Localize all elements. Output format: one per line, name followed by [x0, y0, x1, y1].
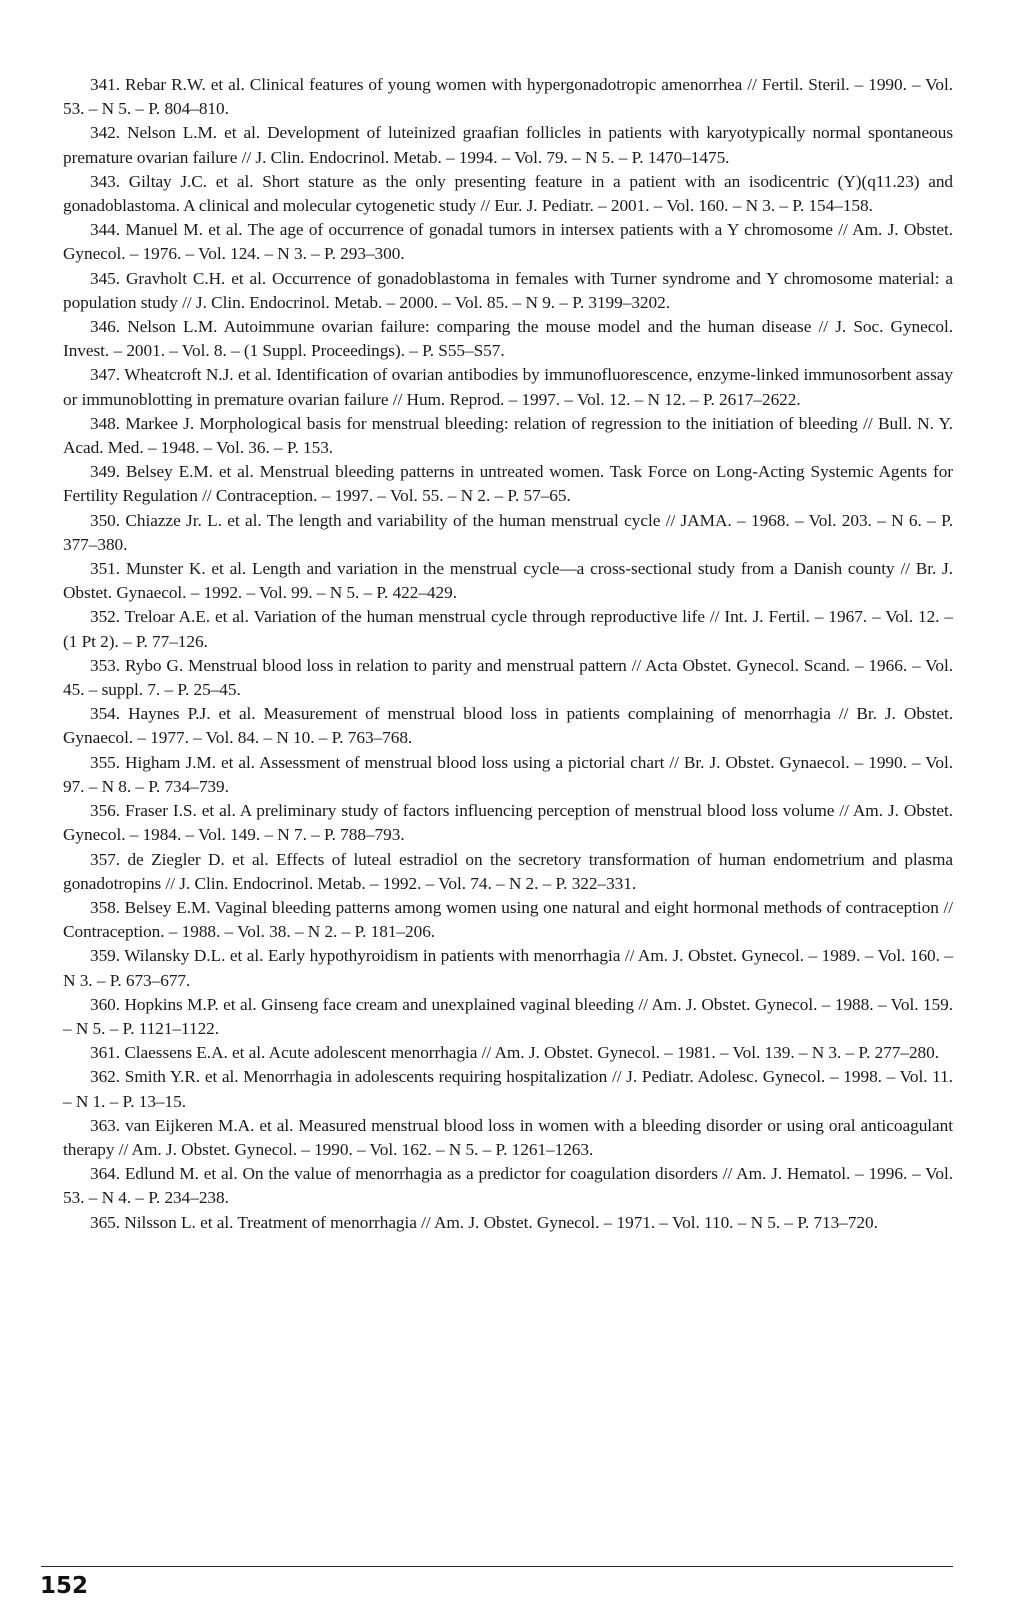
reference-359: 359. Wilansky D.L. et al. Early hypothyroidism in patients with menorrhagia // Am. J. Obstet. Gynecol. – 1989. – Vol. 160. – N 3. – P. 673–677. — [63, 946, 953, 990]
reference-356: 356. Fraser I.S. et al. A preliminary study of factors influencing perception of menstrual blood loss volume // Am. J. Obstet. Gynecol. – 1984. – Vol. 149. – N 7. – P. 788–793. — [63, 801, 953, 845]
reference-344: 344. Manuel M. et al. The age of occurrence of gonadal tumors in intersex patients with a Y chromosome // Am. J. Obstet. Gynecol. – 1976. – Vol. 124. – N 3. – P. 293–300. — [63, 220, 953, 264]
reference-343: 343. Giltay J.C. et al. Short stature as the only presenting feature in a patient with an isodicentric (Y)(q11.23) and gonadoblastoma. A clinical and molecular cytogenetic study // Eur. J. Pediatr. – 2001. – Vol. 160. – N 3. – P. 154–158. — [63, 171, 953, 216]
reference-362: 362. Smith Y.R. et al. Menorrhagia in adolescents requiring hospitalization // J. Pediatr. Adolesc. Gynecol. – 1998. – Vol. 11. – N 1. – P. 13–15. — [63, 1067, 953, 1111]
reference-355: 355. Higham J.M. et al. Assessment of menstrual blood loss using a pictorial chart // Br. J. Obstet. Gynaecol. – 1990. – Vol. 97. – N 8. – P. 734–739. — [63, 752, 953, 796]
reference-354: 354. Haynes P.J. et al. Measurement of menstrual blood loss in patients complaining of menorrhagia // Br. J. Obstet. Gynaecol. – 1977. – Vol. 84. – N 10. – P. 763–768. — [63, 704, 953, 748]
reference-349: 349. Belsey E.M. et al. Menstrual bleeding patterns in untreated women. Task Force on Long-Acting Systemic Agents for Fertility Regulation // Contraception. – 1997. – Vol. 55. – N 2. – P. 57–65. — [63, 462, 953, 506]
reference-350: 350. Chiazze Jr. L. et al. The length and variability of the human menstrual cycle // JAMA. – 1968. – Vol. 203. – N 6. – P. 377–380. — [63, 510, 953, 554]
reference-357: 357. de Ziegler D. et al. Effects of luteal estradiol on the secretory transformation of human endometrium and plasma gonadotropins // J. Clin. Endocrinol. Metab. – 1992. – Vol. 74. – N 2. – P. 322–331. — [63, 849, 953, 893]
page-number: 152 — [40, 1573, 89, 1599]
reference-342: 342. Nelson L.M. et al. Development of luteinized graafian follicles in patients with karyotypically normal spontaneous premature ovarian failure // J. Clin. Endocrinol. Metab. – 1994. – Vol. 79. – N 5. – P. 1470–1475. — [63, 123, 953, 167]
reference-list — [63, 73, 953, 1235]
reference-341: 341. Rebar R.W. et al. Clinical features of young women with hypergonadotropic amenorrhea // Fertil. Steril. – 1990. – Vol. 53. – N 5. – P. 804–810. — [63, 75, 953, 119]
reference-351: 351. Munster K. et al. Length and variation in the menstrual cycle—a cross-sectional study from a Danish county // Br. J. Obstet. Gynaecol. – 1992. – Vol. 99. – N 5. – P. 422–429. — [63, 559, 953, 603]
reference-353: 353. Rybo G. Menstrual blood loss in relation to parity and menstrual pattern // Acta Obstet. Gynecol. Scand. – 1966. – Vol. 45. – suppl. 7. – P. 25–45. — [63, 655, 953, 700]
reference-347: 347. Wheatcroft N.J. et al. Identification of ovarian antibodies by immunofluorescence, enzyme-linked immunosorbent assay or immunoblotting in premature ovarian failure // Hum. Reprod. – 1997. – Vol. 12. – N 12. – P. 2617–2622. — [63, 365, 953, 409]
reference-361: 361. Claessens E.A. et al. Acute adolescent menorrhagia // Am. J. Obstet. Gynecol. – 1981. – Vol. 139. – N 3. – P. 277–280. — [90, 1043, 940, 1063]
reference-345: 345. Gravholt C.H. et al. Occurrence of gonadoblastoma in females with Turner syndrome and Y chromosome material: a population study // J. Clin. Endocrinol. Metab. – 2000. – Vol. 85. – N 9. – P. 3199–3202. — [63, 268, 953, 312]
reference-352: 352. Treloar A.E. et al. Variation of the human menstrual cycle through reproductive life // Int. J. Fertil. – 1967. – Vol. 12. – (1 Pt 2). – P. 77–126. — [63, 607, 953, 651]
reference-348: 348. Markee J. Morphological basis for menstrual bleeding: relation of regression to the initiation of bleeding // Bull. N. Y. Acad. Med. – 1948. – Vol. 36. – P. 153. — [63, 413, 953, 458]
reference-363: 363. van Eijkeren M.A. et al. Measured menstrual blood loss in women with a bleeding disorder or using oral anticoagulant therapy // Am. J. Obstet. Gynecol. – 1990. – Vol. 162. – N 5. – P. 1261–1263. — [63, 1115, 953, 1159]
reference-364: 364. Edlund M. et al. On the value of menorrhagia as a predictor for coagulation disorders // Am. J. Hematol. – 1996. – Vol. 53. – N 4. – P. 234–238. — [63, 1164, 953, 1208]
reference-365: 365. Nilsson L. et al. Treatment of menorrhagia // Am. J. Obstet. Gynecol. – 1971. – Vol. 110. – N 5. – P. 713–720. — [90, 1212, 878, 1232]
footer-divider — [41, 1566, 953, 1567]
reference-346: 346. Nelson L.M. Autoimmune ovarian failure: comparing the mouse model and the human disease // J. Soc. Gynecol. Invest. – 2001. – Vol. 8. – (1 Suppl. Proceedings). – P. S55–S57. — [63, 317, 953, 361]
reference-358: 358. Belsey E.M. Vaginal bleeding patterns among women using one natural and eight hormonal methods of contraception // Contraception. – 1988. – Vol. 38. – N 2. – P. 181–206. — [63, 897, 953, 942]
reference-360: 360. Hopkins M.P. et al. Ginseng face cream and unexplained vaginal bleeding // Am. J. Obstet. Gynecol. – 1988. – Vol. 159. – N 5. – P. 1121–1122. — [63, 994, 953, 1038]
